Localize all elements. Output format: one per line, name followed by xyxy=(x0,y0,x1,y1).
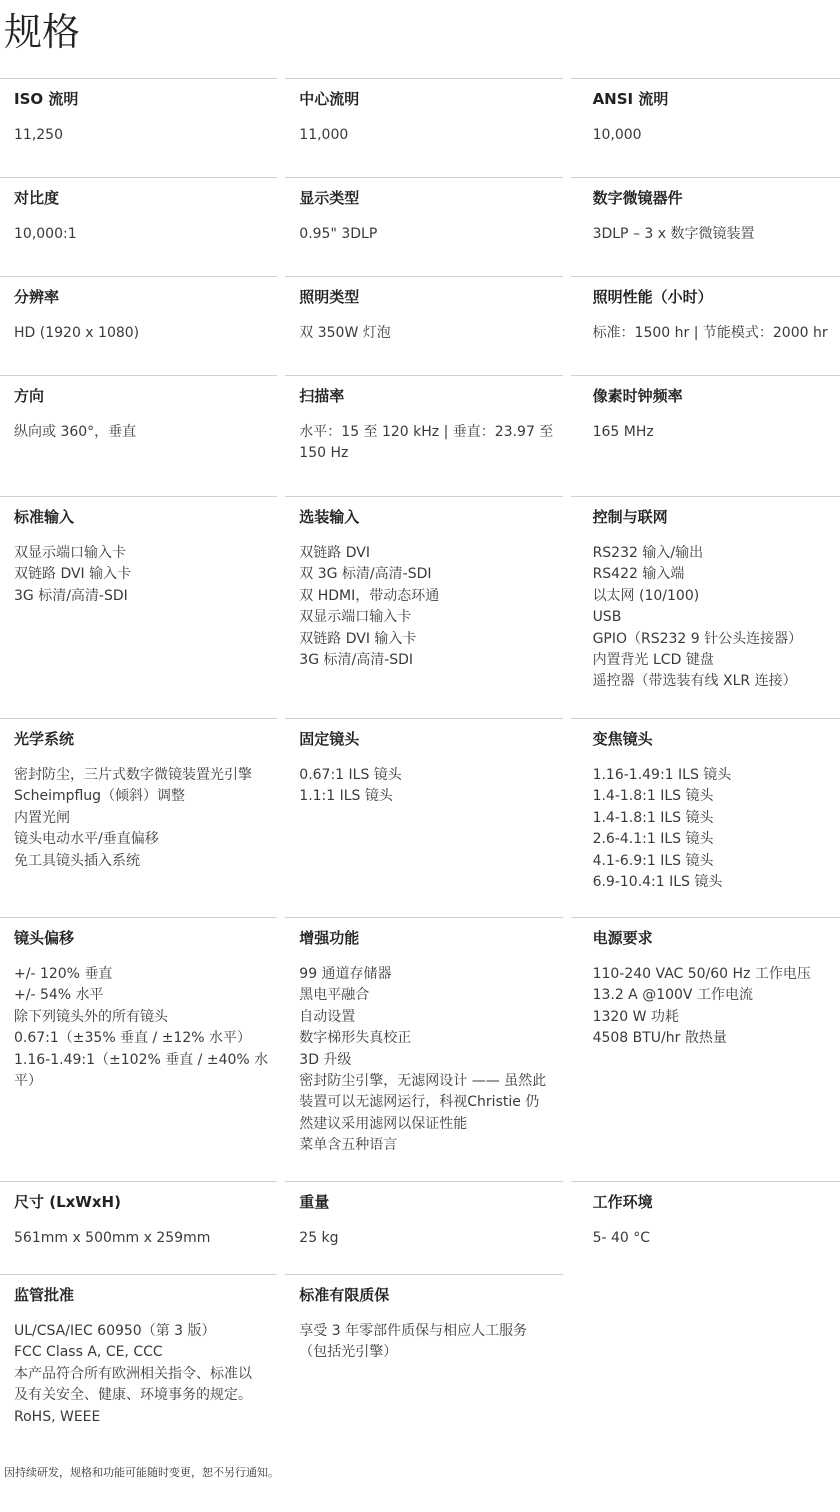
spec-row xyxy=(0,917,840,1181)
spec-label: 像素时钟频率 xyxy=(592,387,683,405)
spec-value: 0.67:1 ILS 镜头 1.1:1 ILS 镜头 xyxy=(299,767,402,805)
spec-cell xyxy=(0,78,277,177)
spec-value: 11,000 xyxy=(299,127,349,143)
spec-label: 尺寸 (LxWxH) xyxy=(14,1193,121,1211)
spec-row xyxy=(0,177,840,276)
spec-value: 1.16-1.49:1 ILS 镜头 1.4-1.8:1 ILS 镜头 1.4-1.8:1 ILS 镜头 2.6-4.1:1 ILS 镜头 4.1-6.9:1 ILS 镜头 6.9-10.4:1 ILS 镜头 xyxy=(592,767,732,891)
spec-cell xyxy=(0,177,277,276)
spec-cell xyxy=(0,375,277,496)
spec-label: 标准有限质保 xyxy=(299,1286,390,1304)
spec-cell xyxy=(571,375,840,496)
spec-row xyxy=(0,1181,840,1274)
spec-cell xyxy=(285,1181,562,1274)
spec-cell xyxy=(571,177,840,276)
spec-cell xyxy=(285,276,562,375)
spec-label: 照明性能（小时） xyxy=(592,288,713,306)
spec-label: 重量 xyxy=(299,1193,330,1211)
spec-label: 分辨率 xyxy=(14,288,60,306)
spec-cell xyxy=(285,1274,562,1444)
spec-value: RS232 输入/输出 RS422 输入端 以太网 (10/100) USB GPIO（RS232 9 针公头连接器） 内置背光 LCD 键盘 遥控器（带选装有线 XLR 连接） xyxy=(592,545,803,690)
spec-value: 25 kg xyxy=(299,1230,339,1246)
spec-label: 显示类型 xyxy=(299,189,360,207)
spec-cell xyxy=(571,78,840,177)
spec-row xyxy=(0,276,840,375)
spec-cell xyxy=(285,375,562,496)
spec-value: 561mm x 500mm x 259mm xyxy=(14,1230,211,1246)
spec-row xyxy=(0,718,840,917)
spec-cell xyxy=(0,917,277,1181)
spec-cell xyxy=(571,276,840,375)
spec-cell xyxy=(285,917,562,1181)
spec-value: 享受 3 年零部件质保与相应人工服务 （包括光引擎） xyxy=(299,1323,528,1361)
spec-value: 双链路 DVI 双 3G 标清/高清-SDI 双 HDMI，带动态环通 双显示端口输入卡 双链路 DVI 输入卡 3G 标清/高清-SDI xyxy=(299,545,440,669)
spec-label: 工作环境 xyxy=(592,1193,653,1211)
spec-value: 双显示端口输入卡 双链路 DVI 输入卡 3G 标清/高清-SDI xyxy=(14,545,132,604)
spec-label: 数字微镜器件 xyxy=(592,189,683,207)
spec-cell xyxy=(0,276,277,375)
spec-cell xyxy=(571,718,840,917)
spec-cell xyxy=(0,718,277,917)
spec-label: ANSI 流明 xyxy=(592,90,669,108)
spec-value: 99 通道存储器 黑电平融合 自动设置 数字梯形失真校正 3D 升级 密封防尘引擎，无滤网设计 —— 虽然此 装置可以无滤网运行，科视Christie 仍 然建议采用滤网以保证性能 菜单含五种语言 xyxy=(299,966,547,1154)
spec-label: 变焦镜头 xyxy=(592,730,653,748)
spec-label: 光学系统 xyxy=(14,730,75,748)
spec-row xyxy=(0,375,840,496)
spec-label: 选装输入 xyxy=(299,508,360,526)
spec-value: 纵向或 360°，垂直 xyxy=(14,424,137,440)
spec-value: HD (1920 x 1080) xyxy=(14,325,140,341)
spec-label: 方向 xyxy=(14,387,45,405)
spec-label: 照明类型 xyxy=(299,288,360,306)
spec-cell xyxy=(285,78,562,177)
spec-cell xyxy=(571,1181,840,1274)
page-title: 规格 xyxy=(4,10,81,54)
spec-cell xyxy=(571,917,840,1181)
spec-value: 11,250 xyxy=(14,127,63,143)
spec-cell xyxy=(285,496,562,718)
spec-value: UL/CSA/IEC 60950（第 3 版） FCC Class A, CE, CCC 本产品符合所有欧洲相关指令、标准以 及有关安全、健康、环境事务的规定。 RoHS, WEEE xyxy=(14,1323,252,1425)
spec-label: 电源要求 xyxy=(592,929,653,947)
spec-value: 10,000:1 xyxy=(14,226,77,242)
spec-cell xyxy=(285,177,562,276)
spec-label: 对比度 xyxy=(14,189,60,207)
spec-value: 110-240 VAC 50/60 Hz 工作电压 13.2 A @100V 工作电流 1320 W 功耗 4508 BTU/hr 散热量 xyxy=(592,966,811,1047)
spec-value: 标准：1500 hr | 节能模式：2000 hr xyxy=(592,325,828,341)
spec-label: 控制与联网 xyxy=(592,508,668,526)
spec-row xyxy=(0,78,840,177)
spec-label: 监管批准 xyxy=(14,1286,75,1304)
spec-label: 镜头偏移 xyxy=(14,929,75,947)
spec-cell xyxy=(0,1181,277,1274)
spec-value: 双 350W 灯泡 xyxy=(299,325,391,341)
footnote: 因持续研发，规格和功能可能随时变更，恕不另行通知。 xyxy=(4,1466,279,1479)
spec-value: 3DLP – 3 x 数字微镜装置 xyxy=(592,226,755,242)
spec-label: 固定镜头 xyxy=(299,730,360,748)
spec-label: 标准输入 xyxy=(14,508,75,526)
spec-value: 密封防尘，三片式数字微镜装置光引擎 Scheimpflug（倾斜）调整 内置光闸 镜头电动水平/垂直偏移 免工具镜头插入系统 xyxy=(14,767,252,869)
spec-value: 5- 40 °C xyxy=(592,1230,651,1246)
spec-row xyxy=(0,496,840,718)
spec-value: 165 MHz xyxy=(592,424,654,440)
spec-label: 扫描率 xyxy=(299,387,345,405)
spec-cell xyxy=(0,496,277,718)
spec-cell xyxy=(285,718,562,917)
spec-row xyxy=(0,1274,840,1444)
spec-label: ISO 流明 xyxy=(14,90,79,108)
spec-cell xyxy=(0,1274,277,1444)
spec-value: +/- 120% 垂直 +/- 54% 水平 除下列镜头外的所有镜头 0.67:1（±35% 垂直 / ±12% 水平） 1.16-1.49:1（±102% 垂直 / ±40% 水 平） xyxy=(14,966,269,1090)
spec-cell-empty xyxy=(571,1274,840,1444)
spec-label: 增强功能 xyxy=(299,929,360,947)
spec-value: 10,000 xyxy=(592,127,642,143)
spec-value: 水平：15 至 120 kHz | 垂直：23.97 至 150 Hz xyxy=(299,424,554,462)
spec-grid xyxy=(0,78,840,1444)
spec-value: 0.95" 3DLP xyxy=(299,226,378,242)
spec-label: 中心流明 xyxy=(299,90,360,108)
spec-cell xyxy=(571,496,840,718)
